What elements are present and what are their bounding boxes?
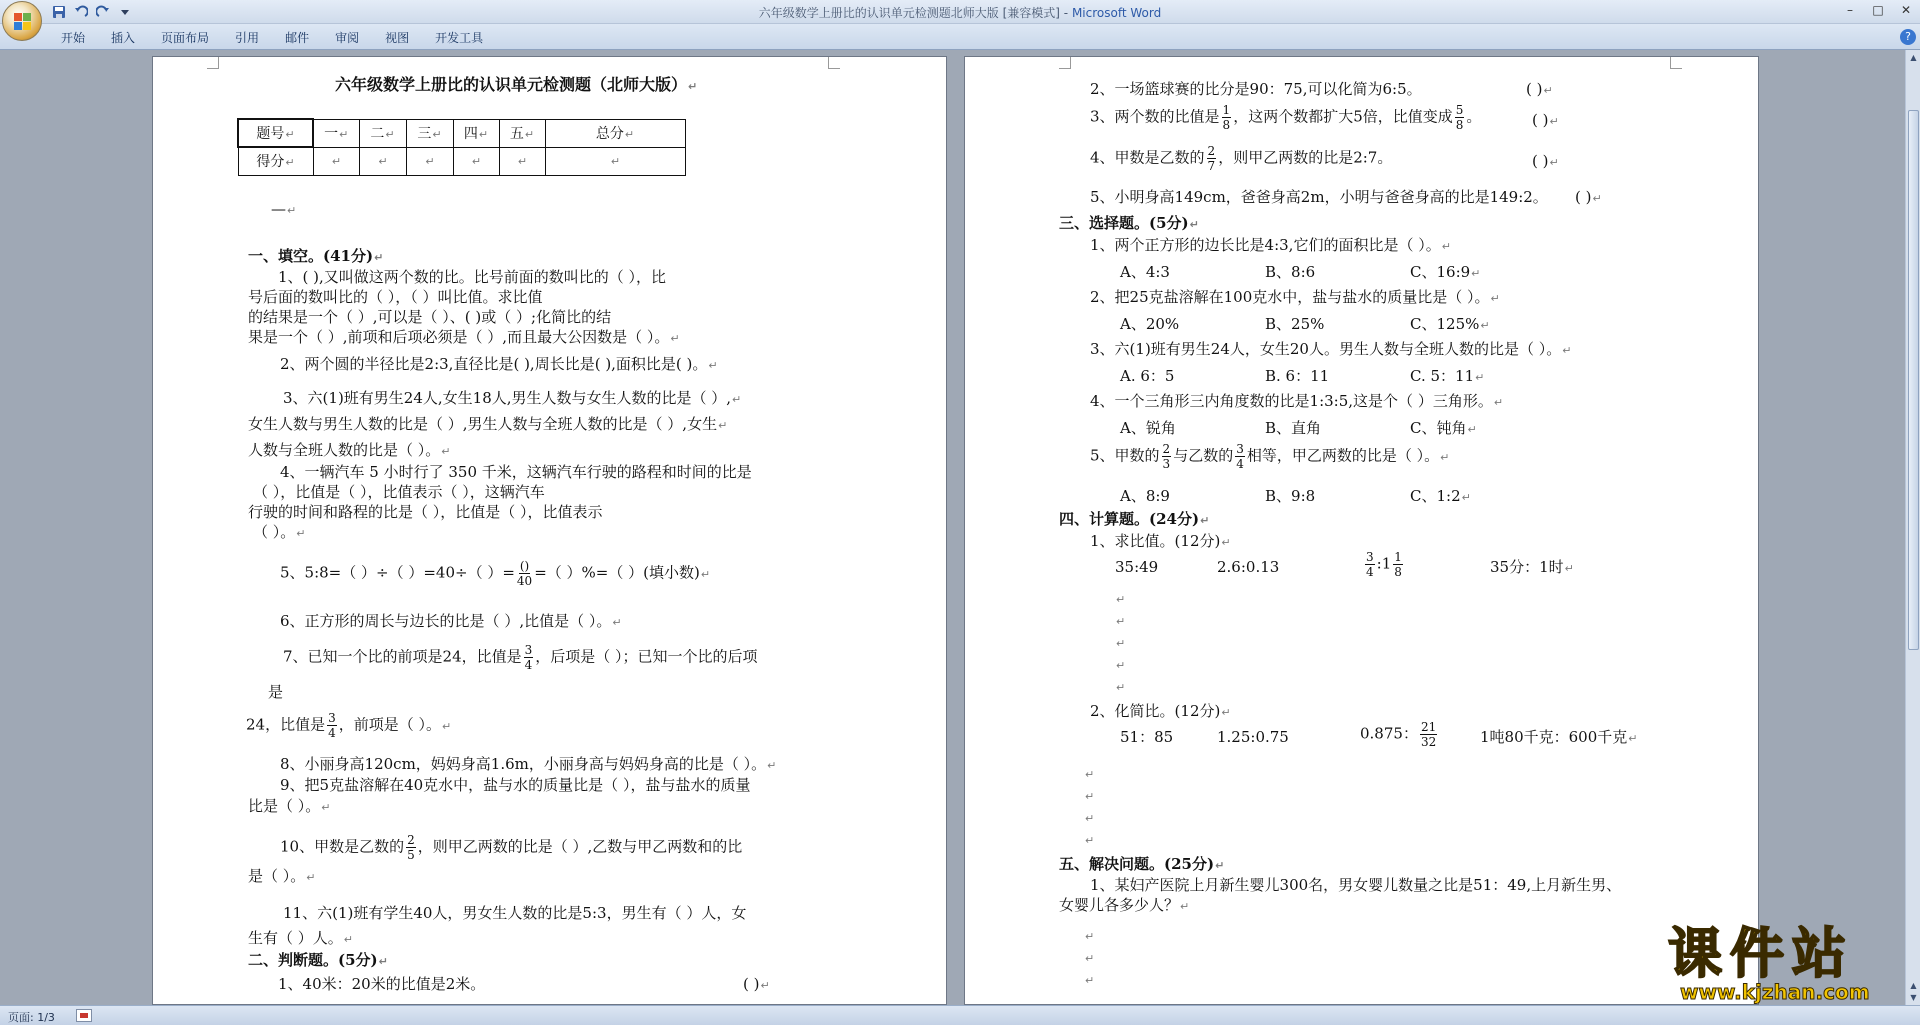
vertical-scrollbar[interactable]	[1905, 50, 1920, 1005]
text-line: 比是（ ）。↵	[248, 797, 331, 815]
expression: 1.25:0.75	[1217, 728, 1289, 746]
tab-insert[interactable]: 插入	[111, 31, 136, 45]
text-line: 7、已知一个比的前项是24，比值是 $\frac{3}{4}$ ，后项是（ ）；已知一个比的后项	[283, 643, 758, 672]
text-line: 3、六(1)班有男生24人，女生20人。男生人数与全班人数的比是（ ）。↵	[1090, 340, 1572, 358]
title-bar	[0, 0, 1920, 24]
minimize-button[interactable]: –	[1847, 3, 1853, 17]
margin-corner-mark	[1059, 57, 1071, 69]
text-line: —↵	[271, 200, 297, 218]
doc-title-text: 六年级数学上册比的认识单元检测题（北师大版）	[335, 75, 688, 94]
expression: 0.875： $\frac{21}{32}$	[1360, 720, 1437, 749]
option: B、9:8	[1265, 487, 1316, 505]
text-line: 1、两个正方形的边长比是4:3,它们的面积比是（ ）。↵	[1090, 236, 1451, 254]
text-line: 女婴儿各多少人？↵	[1059, 896, 1190, 914]
score-header-cell: 题号↵	[238, 119, 313, 147]
score-cell[interactable]: ↵	[453, 147, 499, 175]
margin-corner-mark	[207, 57, 219, 69]
fraction: $\frac{21}{32}$	[1420, 720, 1437, 749]
page-count[interactable]: 页面: 1/3	[8, 1011, 55, 1024]
tab-home[interactable]: 开始	[61, 31, 86, 45]
text-line: 人数与全班人数的比是（ ）。↵	[248, 441, 451, 459]
text-line: 1、40米：20米的比值是2米。	[278, 975, 486, 993]
score-cell[interactable]: ↵	[545, 147, 685, 175]
option: B、8:6	[1265, 263, 1316, 281]
text-line: 生有（ ）人。↵	[248, 929, 353, 947]
ribbon-tabs	[48, 29, 496, 47]
paragraph-mark: ↵	[1085, 790, 1095, 803]
expression: 2.6:0.13	[1217, 558, 1280, 576]
option: A. 6：5	[1120, 367, 1175, 385]
fraction: $\frac{3}{4}$	[524, 643, 533, 672]
paragraph-mark: ↵	[1116, 593, 1126, 606]
fraction: $\frac{3}{4}$	[1366, 550, 1374, 579]
text-line: 4、一辆汽车 5 小时行了 350 千米，这辆汽车行驶的路程和时间的比是	[280, 463, 752, 481]
text-line: 2、把25克盐溶解在100克水中，盐与盐水的质量比是（ ）。↵	[1090, 288, 1500, 306]
office-button[interactable]	[2, 1, 42, 41]
previous-page-icon[interactable]: ▲	[1910, 981, 1917, 990]
section-heading: 二、判断题。(5分)↵	[248, 951, 388, 969]
tab-references[interactable]: 引用	[235, 31, 260, 45]
score-header-label: 题号	[256, 126, 285, 142]
tab-review[interactable]: 审阅	[335, 31, 360, 45]
option: C、钝角↵	[1410, 419, 1477, 437]
text-line: 2、化简比。(12分)↵	[1090, 702, 1231, 720]
expression: 1吨80千克：600千克↵	[1480, 728, 1638, 746]
fraction: $\frac{2}{7}$	[1207, 144, 1216, 173]
expression: 35:49	[1115, 558, 1159, 576]
ribbon-tabs-bar	[0, 24, 1920, 50]
tab-view[interactable]: 视图	[385, 31, 410, 45]
option: A、锐角	[1120, 419, 1176, 437]
help-icon[interactable]: ?	[1900, 29, 1916, 45]
text-line: 果是一个（ ）,前项和后项必须是（ ）,而且最大公因数是（ ）。↵	[248, 328, 680, 346]
text-line: 5、小明身高149cm，爸爸身高2m，小明与爸爸身高的比是149:2。	[1090, 188, 1548, 206]
text-line: 行驶的时间和路程的比是（ ），比值是（ ），比值表示	[248, 503, 603, 521]
paragraph-mark: ↵	[1116, 637, 1126, 650]
expression: $\frac{3}{4}$ :1 $\frac{1}{8}$	[1366, 550, 1402, 579]
scrollbar-thumb[interactable]	[1908, 110, 1919, 650]
text-line: 11、六(1)班有学生40人，男女生人数的比是5:3，男生有（ ）人，女	[283, 904, 747, 922]
paragraph-mark: ↵	[1085, 834, 1095, 847]
option: B、直角	[1265, 419, 1322, 437]
macro-record-icon[interactable]	[76, 1009, 92, 1022]
watermark-url: www.kjzhan.com	[1680, 980, 1870, 1004]
fraction: $\frac{()}{40}$	[516, 559, 533, 588]
text-line: 2、一场篮球赛的比分是90：75,可以化简为6:5。	[1090, 80, 1422, 98]
fraction: $\frac{1}{8}$	[1394, 550, 1402, 579]
score-cell[interactable]: ↵	[359, 147, 406, 175]
option: A、8:9	[1120, 487, 1170, 505]
app-name: Microsoft Word	[1071, 6, 1162, 20]
text-line: 4、甲数是乙数的 $\frac{2}{7}$ ，则甲乙两数的比是2:7。	[1090, 144, 1393, 173]
score-cell[interactable]: ↵	[406, 147, 453, 175]
paragraph-mark: ↵	[1085, 952, 1095, 965]
maximize-button[interactable]: □	[1872, 3, 1884, 17]
score-header-cell: 三↵	[406, 119, 453, 147]
text-line: 4、一个三角形三内角度数的比是1:3:5,这是个（ ）三角形。↵	[1090, 392, 1504, 410]
text-line: 是（ ）。↵	[248, 867, 316, 885]
section-heading: 一、填空。(41分)↵	[248, 247, 384, 265]
text-line: 1、( ),又叫做这两个数的比。比号前面的数叫比的（ ），比	[278, 268, 667, 286]
score-header-label: 二	[370, 126, 385, 142]
text-line: 的结果是一个（ ）,可以是（ ）、( )或（ ）;化简比的结	[248, 308, 612, 326]
window-title	[0, 4, 1920, 21]
text-line: 1、某妇产医院上月新生婴儿300名，男女婴儿数量之比是51：49,上月新生男、	[1090, 876, 1622, 894]
text-line: 5、5:8=（ ）÷（ ）=40÷（ ）= $\frac{()}{40}$ =（ ）%=（ ）(填小数)↵	[280, 559, 711, 588]
paragraph-mark: ↵	[1116, 659, 1126, 672]
option: C、125%↵	[1410, 315, 1490, 333]
score-table	[237, 118, 686, 176]
fraction: $\frac{5}{8}$	[1455, 103, 1464, 132]
paragraph-mark: ↵	[1085, 974, 1095, 987]
expression: 51：85	[1120, 728, 1174, 746]
score-header-label: 总分	[595, 126, 624, 142]
section-heading: 四、计算题。(24分)↵	[1059, 510, 1210, 528]
score-header-label: 五	[509, 126, 524, 142]
score-cell[interactable]: ↵	[499, 147, 545, 175]
text-line: 女生人数与男生人数的比是（ ）,男生人数与全班人数的比是（ ）,女生↵	[248, 415, 728, 433]
scroll-up-arrow-icon[interactable]: ▲	[1910, 53, 1917, 62]
score-header-cell: 一↵	[313, 119, 359, 147]
option: C. 5：11↵	[1410, 367, 1485, 385]
score-header-label: 一	[324, 126, 339, 142]
option: C、16:9↵	[1410, 263, 1481, 281]
paragraph-mark: ↵	[1085, 768, 1095, 781]
answer-blank: ( )↵	[1575, 188, 1602, 206]
score-row-label: 得分	[256, 154, 285, 171]
doc-title: 六年级数学上册比的认识单元检测题（北师大版）↵	[335, 75, 698, 94]
tab-mailings[interactable]: 邮件	[285, 31, 310, 45]
section-heading: 三、选择题。(5分)↵	[1059, 214, 1199, 232]
answer-blank: ( )↵	[743, 975, 770, 993]
score-header-cell: 五↵	[499, 119, 545, 147]
window-controls	[1836, 0, 1920, 20]
next-page-icon[interactable]: ▼	[1910, 993, 1917, 1002]
paragraph-mark: ↵	[1116, 615, 1126, 628]
text-line: 10、甲数是乙数的 $\frac{2}{5}$ ，则甲乙两数的比是（ ）,乙数与甲乙两数和的比	[280, 833, 743, 862]
page-2[interactable]	[964, 56, 1759, 1005]
score-header-label: 四	[463, 126, 478, 142]
text-line: 2、两个圆的半径比是2:3,直径比是( ),周长比是( ),面积比是( )。↵	[280, 355, 718, 373]
expression: 35分：1时↵	[1490, 558, 1574, 576]
option: A、20%	[1120, 315, 1180, 333]
close-button[interactable]: ✕	[1900, 3, 1912, 17]
office-logo-icon	[14, 13, 32, 31]
text-line: 5、甲数的 $\frac{2}{3}$ 与乙数的 $\frac{3}{4}$ 相等，甲乙两数的比是（ ）。↵	[1090, 442, 1450, 471]
text-line: 3、六(1)班有男生24人,女生18人,男生人数与女生人数的比是（ ）,↵	[283, 389, 742, 407]
option: B. 6：11	[1265, 367, 1330, 385]
paragraph-mark: ↵	[1085, 812, 1095, 825]
paragraph-mark: ↵	[1116, 681, 1126, 694]
score-header-cell: 总分↵	[545, 119, 685, 147]
margin-corner-mark	[1670, 57, 1682, 69]
document-name: 六年级数学上册比的认识单元检测题北师大版 [兼容模式] -	[758, 6, 1069, 20]
option: C、1:2↵	[1410, 487, 1471, 505]
tab-developer[interactable]: 开发工具	[435, 31, 484, 45]
answer-blank: ( )↵	[1532, 152, 1559, 170]
answer-blank: ( )↵	[1532, 111, 1559, 129]
text-line: 是	[268, 683, 284, 701]
text-line: 24，比值是 $\frac{3}{4}$ ，前项是（ ）。↵	[246, 711, 452, 740]
paragraph-mark: ↵	[1085, 930, 1095, 943]
fraction: $\frac{1}{8}$	[1222, 103, 1231, 132]
tab-page-layout[interactable]: 页面布局	[161, 31, 210, 45]
score-header-cell: 二↵	[359, 119, 406, 147]
document-workspace[interactable]	[0, 50, 1905, 1005]
text-line: 9、把5克盐溶解在40克水中，盐与水的质量比是（ ），盐与盐水的质量	[280, 776, 751, 794]
margin-corner-mark	[828, 57, 840, 69]
score-header-label: 三	[417, 126, 432, 142]
watermark-text: 课件站	[1668, 922, 1854, 985]
fraction: $\frac{2}{5}$	[407, 833, 415, 862]
text-line: 1、求比值。(12分)↵	[1090, 532, 1231, 550]
text-line: （ ）。↵	[253, 523, 306, 541]
text-line: 号后面的数叫比的（ ），（ ）叫比值。求比值	[248, 288, 543, 306]
fraction: $\frac{3}{4}$	[328, 711, 336, 740]
text-line: 3、两个数的比值是 $\frac{1}{8}$ ，这两个数都扩大5倍，比值变成 $\frac{5}{8}$ 。	[1090, 103, 1482, 132]
score-cell[interactable]: ↵	[313, 147, 359, 175]
text-line: 8、小丽身高120cm，妈妈身高1.6m，小丽身高与妈妈身高的比是（ ）。↵	[280, 755, 777, 773]
score-row-label-cell[interactable]: 得分↵	[238, 147, 313, 175]
answer-blank: ( )↵	[1526, 80, 1553, 98]
section-heading: 五、解决问题。(25分)↵	[1059, 855, 1225, 873]
watermark-logo	[1668, 924, 1898, 1002]
text-line: （ ），比值是（ ），比值表示（ ），这辆汽车	[253, 483, 545, 501]
score-header-cell: 四↵	[453, 119, 499, 147]
page-1[interactable]	[152, 56, 947, 1005]
fraction: $\frac{3}{4}$	[1236, 442, 1244, 471]
option: B、25%	[1265, 315, 1325, 333]
text-line: 6、正方形的周长与边长的比是（ ）,比值是（ ）。↵	[280, 612, 622, 630]
fraction: $\frac{2}{3}$	[1162, 442, 1171, 471]
option: A、4:3	[1120, 263, 1170, 281]
status-bar	[0, 1005, 1920, 1025]
